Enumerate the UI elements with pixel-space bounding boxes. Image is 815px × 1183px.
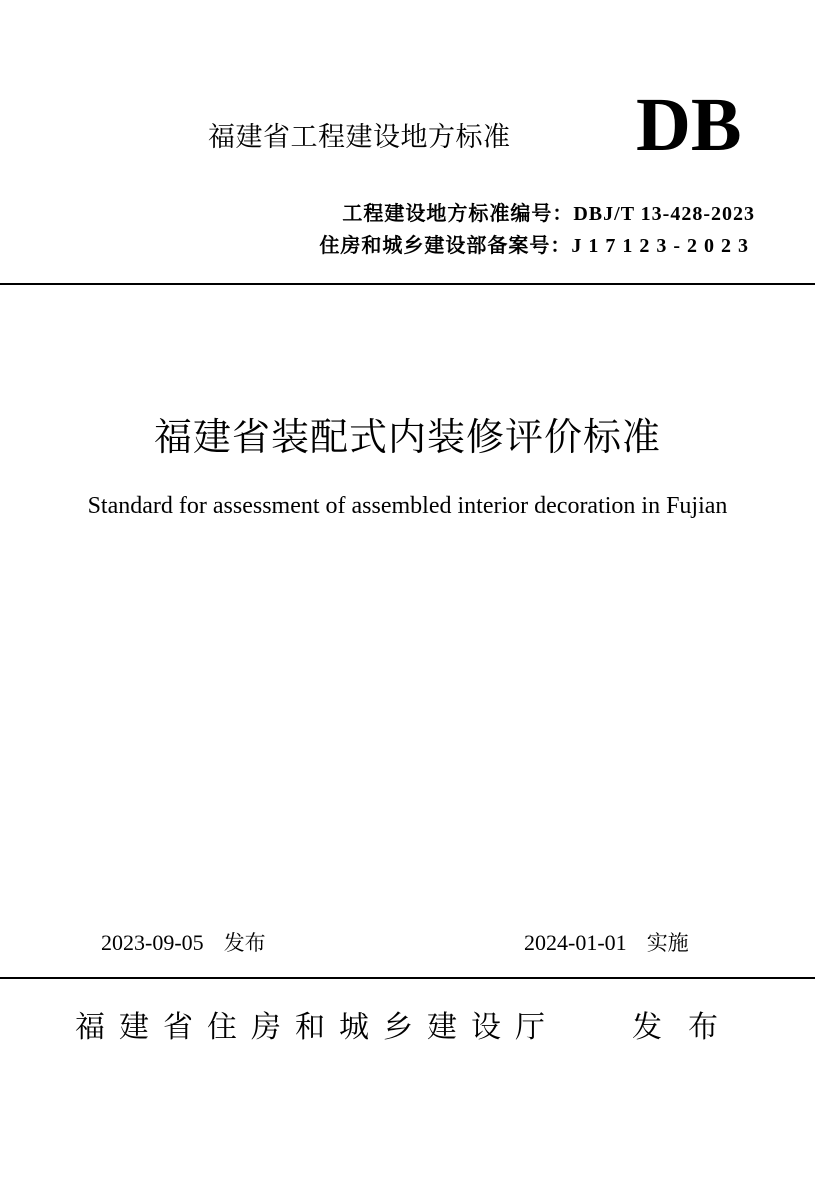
filing-number-value: J17123-2023 bbox=[571, 235, 755, 257]
implement-date: 2024-01-01 bbox=[524, 930, 627, 955]
standard-number-label: 工程建设地方标准编号： bbox=[342, 201, 574, 225]
implement-date-line bbox=[524, 928, 689, 958]
document-title-chinese: 福建省装配式内装修评价标准 bbox=[153, 415, 661, 459]
standard-number-row bbox=[342, 199, 755, 228]
implement-label: 实施 bbox=[646, 931, 689, 955]
standard-number-value: DBJ/T 13-428-2023 bbox=[573, 203, 755, 225]
issuer-action: 发布 bbox=[632, 1010, 744, 1045]
issue-date: 2023-09-05 bbox=[101, 930, 204, 955]
issuer-name: 福建省住房和城乡建设厅 bbox=[75, 1010, 559, 1045]
issuer-row bbox=[0, 1006, 815, 1052]
top-divider bbox=[0, 283, 815, 285]
db-mark: DB bbox=[636, 83, 742, 167]
filing-number-row bbox=[319, 231, 755, 260]
issue-label: 发布 bbox=[223, 931, 266, 955]
local-standard-label: 福建省工程建设地方标准 bbox=[208, 122, 511, 153]
issue-date-line bbox=[101, 928, 266, 958]
bottom-divider bbox=[0, 977, 815, 979]
filing-number-label: 住房和城乡建设部备案号： bbox=[319, 233, 572, 257]
document-title-english: Standard for assessment of assembled interior decoration in Fujian bbox=[87, 493, 728, 519]
